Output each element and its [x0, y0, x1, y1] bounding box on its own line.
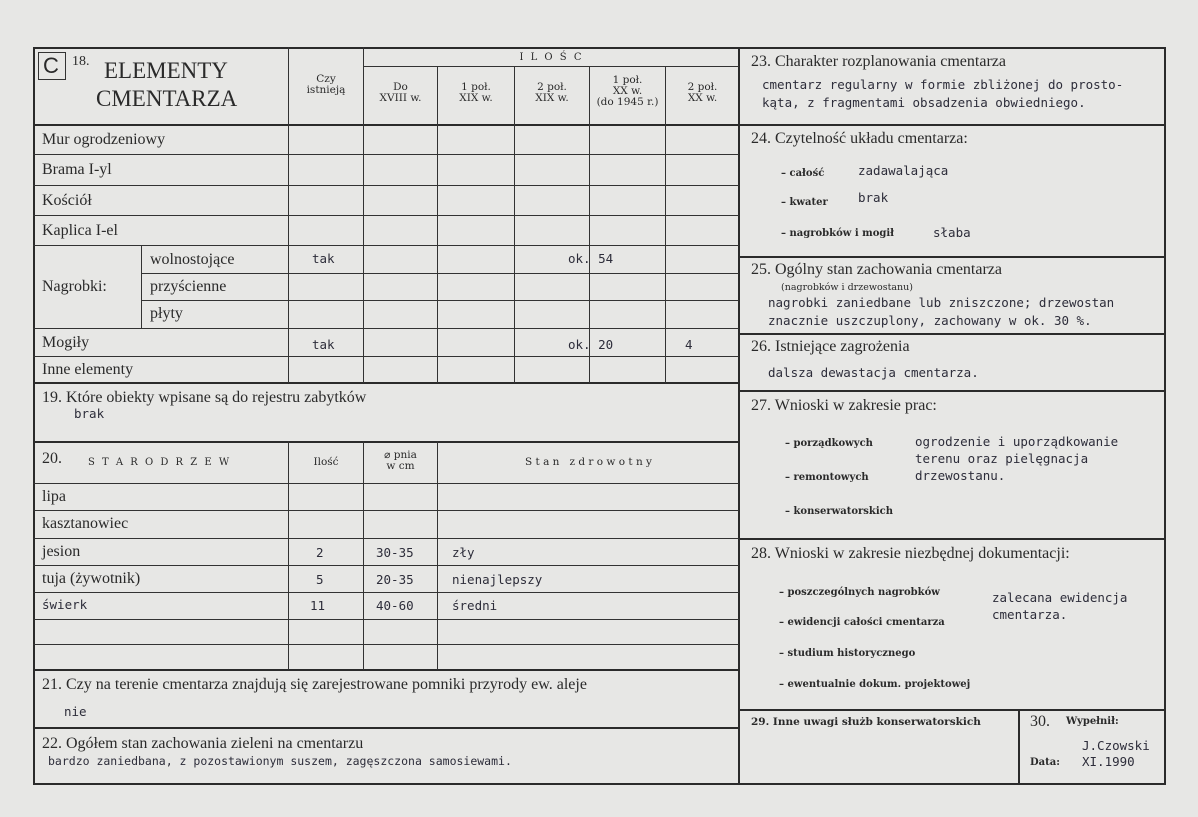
section-24-item: – kwater [781, 197, 828, 208]
section-title-1: ELEMENTY [104, 58, 228, 83]
tree-name: jesion [42, 543, 81, 560]
section-30-date: XI.1990 [1082, 754, 1135, 769]
col-header-c4: 1 poł. XX w. (do 1945 r.) [596, 74, 659, 108]
rule [33, 328, 739, 329]
section-22-label: 22. Ogółem stan zachowania zieleni na cmentarzu [42, 735, 364, 752]
tree-state: zły [452, 545, 475, 560]
section-21-label: 21. Czy na terenie cmentarza znajdują się zarejestrowane pomniki przyrody ew. aleje [42, 676, 587, 693]
tree-state: średni [452, 598, 498, 613]
section-30-number: 30. [1030, 713, 1050, 730]
section-21-value: nie [64, 704, 87, 719]
col-header-c1: Do XVIII w. [379, 81, 422, 104]
row-sublabel: wolnostojące [150, 251, 235, 268]
rule [437, 66, 438, 383]
frame-left [33, 47, 35, 785]
col-header-ilosc: Ilość [313, 456, 339, 468]
section-19-value: brak [74, 406, 105, 421]
tree-qty: 2 [316, 545, 324, 560]
section-24-value: brak [858, 190, 889, 205]
rule [141, 245, 142, 329]
tree-qty: 5 [316, 572, 324, 587]
rule [33, 592, 739, 593]
rule [141, 273, 739, 274]
section-number: 18. [72, 54, 90, 69]
section-24-value: słaba [933, 225, 971, 240]
rule [141, 300, 739, 301]
tree-diameter: 40-60 [376, 598, 414, 613]
section-28-item: – ewentualnie dokum. projektowej [779, 679, 971, 690]
rule [288, 47, 289, 383]
section-28-item: – poszczególnych nagrobków [779, 587, 940, 598]
rule [739, 333, 1166, 335]
rule [33, 483, 739, 484]
section-20-number: 20. [42, 450, 62, 467]
section-25-line1: nagrobki zaniedbane lub zniszczone; drzewostan [768, 295, 1115, 310]
rule [589, 66, 590, 383]
frame-bottom [33, 783, 1166, 785]
rule [739, 390, 1166, 392]
typed-value: 4 [685, 337, 693, 352]
col-header-c2: 1 poł. XIX w. [459, 81, 493, 104]
row-label: Kościół [42, 192, 92, 209]
section-29-label: 29. Inne uwagi służb konserwatorskich [751, 716, 981, 728]
tree-name: świerk [42, 597, 88, 612]
col-header-pien: ⌀ pnia w cm [384, 449, 417, 472]
rule [33, 565, 739, 566]
section-28-label: 28. Wnioski w zakresie niezbędnej dokumentacji: [751, 545, 1070, 562]
tree-state: nienajlepszy [452, 572, 543, 587]
row-label-nagrobki: Nagrobki: [42, 278, 107, 295]
rule [33, 669, 739, 671]
rule [33, 154, 739, 155]
section-24-item: – całość [781, 168, 825, 179]
rule [363, 66, 739, 67]
typed-value: tak [312, 251, 335, 266]
row-label: Brama I-yl [42, 161, 112, 178]
col-header-stan: S t a n z d r o w o t n y [525, 456, 652, 468]
rule [33, 356, 739, 357]
col-header-ilosc: I L O Ś C [519, 52, 584, 63]
rule [33, 382, 739, 384]
section-27-item: – remontowych [785, 472, 869, 483]
rule [33, 510, 739, 511]
col-header-c3: 2 poł. XIX w. [535, 81, 569, 104]
row-sublabel: przyścienne [150, 278, 227, 295]
row-label: Mogiły [42, 334, 90, 351]
section-22-value: bardzo zaniedbana, z pozostawionym suszem, zagęszczona samosiewami. [48, 754, 512, 768]
section-27-item: – konserwatorskich [785, 506, 893, 517]
rule [33, 185, 739, 186]
section-28-item: – ewidencji całości cmentarza [779, 617, 945, 628]
section-27-label: 27. Wnioski w zakresie prac: [751, 397, 937, 414]
section-19-label: 19. Które obiekty wpisane są do rejestru zabytków [42, 389, 367, 406]
rule [33, 245, 739, 246]
col-header-czy: Czy istnieją [306, 73, 346, 96]
row-label: Kaplica I-el [42, 222, 118, 239]
section-27-line2: terenu oraz pielęgnacja [915, 451, 1089, 466]
rule [33, 215, 739, 216]
row-sublabel: płyty [150, 305, 183, 322]
rule [33, 727, 739, 729]
section-letter: C [43, 53, 59, 78]
rule [33, 619, 739, 620]
rule [665, 66, 666, 383]
section-24-value: zadawalająca [858, 163, 949, 178]
section-letter-box [38, 52, 66, 80]
rule [33, 538, 739, 539]
section-23-label: 23. Charakter rozplanowania cmentarza [751, 53, 1006, 70]
section-28-line2: cmentarza. [992, 607, 1068, 622]
section-30-name: J.Czowski [1082, 738, 1150, 753]
section-25-label: 25. Ogólny stan zachowania cmentarza [751, 261, 1003, 278]
rule [33, 644, 739, 645]
col-header-c5: 2 poł. XX w. [687, 81, 718, 104]
typed-value: ok. 54 [568, 251, 614, 266]
section-28-line1: zalecana ewidencja [992, 590, 1128, 605]
section-23-line1: cmentarz regularny w formie zbliżonej do prosto- [762, 77, 1124, 92]
section-26-label: 26. Istniejące zagrożenia [751, 338, 910, 355]
section-27-line1: ogrodzenie i uporządkowanie [915, 434, 1119, 449]
section-26-value: dalsza dewastacja cmentarza. [768, 365, 979, 380]
typed-value: ok. 20 [568, 337, 614, 352]
frame-right [1164, 47, 1166, 785]
section-20-title: S T A R O D R Z E W [88, 457, 232, 468]
rule [739, 256, 1166, 258]
row-label: Mur ogrodzeniowy [42, 131, 166, 148]
section-title-2: CMENTARZA [96, 86, 238, 111]
section-27-item: – porządkowych [785, 438, 873, 449]
section-23-line2: kąta, z fragmentami obsadzenia obwiedniego. [762, 95, 1086, 110]
section-24-label: 24. Czytelność układu cmentarza: [751, 130, 968, 147]
section-27-line3: drzewostanu. [915, 468, 1006, 483]
tree-name: lipa [42, 488, 66, 505]
frame-top [33, 47, 1166, 49]
rule [33, 441, 739, 443]
rule [437, 441, 438, 670]
rule [363, 441, 364, 670]
tree-name: kasztanowiec [42, 515, 129, 532]
rule [514, 66, 515, 383]
rule [33, 124, 739, 126]
section-24-item: – nagrobków i mogił [781, 228, 895, 239]
rule [1018, 709, 1020, 785]
section-25-line2: znacznie uszczuplony, zachowany w ok. 30 %. [768, 313, 1092, 328]
tree-diameter: 30-35 [376, 545, 414, 560]
section-30-data-label: Data: [1030, 757, 1060, 768]
section-25-sub: (nagrobków i drzewostanu) [781, 282, 913, 293]
tree-qty: 11 [310, 598, 326, 613]
frame-middle [738, 47, 740, 785]
tree-diameter: 20-35 [376, 572, 414, 587]
row-label: Inne elementy [42, 361, 134, 378]
rule [288, 441, 289, 670]
rule [739, 538, 1166, 540]
rule [739, 709, 1166, 711]
rule [739, 124, 1166, 126]
section-28-item: – studium historycznego [779, 648, 916, 659]
section-30-wypelnil: Wypełnił: [1066, 716, 1119, 727]
tree-name: tuja (żywotnik) [42, 570, 141, 587]
typed-value: tak [312, 337, 335, 352]
